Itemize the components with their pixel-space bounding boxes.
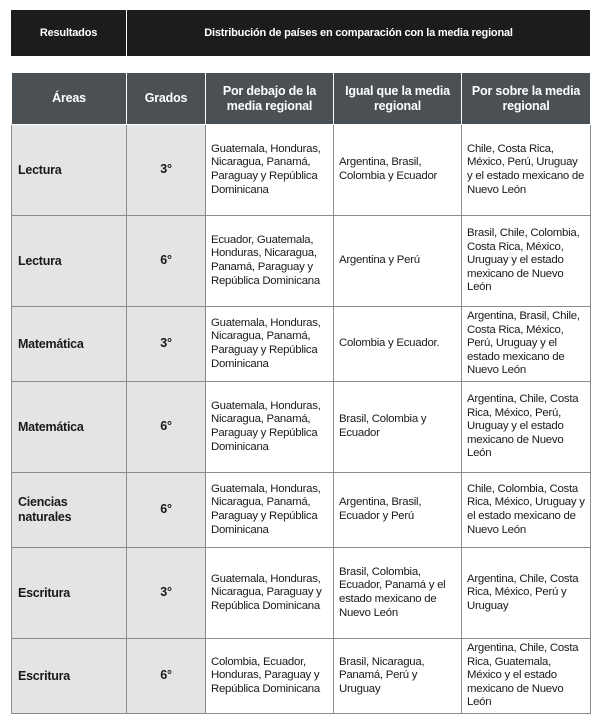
equal-cell: Brasil, Nicaragua, Panamá, Perú y Uruguay: [334, 639, 462, 714]
equal-cell: Colombia y Ecuador.: [334, 307, 462, 382]
grade-cell: 3°: [127, 125, 206, 216]
header-above-average: Por sobre la media regional: [462, 73, 591, 125]
below-cell: Guatemala, Honduras, Nicaragua, Panamá, Paraguay y República Dominicana: [206, 382, 334, 473]
grade-cell: 6°: [127, 216, 206, 307]
results-table: [11, 72, 591, 714]
above-cell: Argentina, Brasil, Chile, Costa Rica, México, Perú, Uruguay y el estado mexicano de Nuevo León: [462, 307, 591, 382]
grade-cell: 3°: [127, 307, 206, 382]
header-areas: Áreas: [12, 73, 127, 125]
header-grados: Grados: [127, 73, 206, 125]
area-cell: Matemática: [12, 307, 127, 382]
grade-cell: 6°: [127, 382, 206, 473]
below-cell: Guatemala, Honduras, Nicaragua, Paraguay y República Dominicana: [206, 548, 334, 639]
table-row: [12, 382, 591, 473]
results-title: Resultados: [11, 10, 127, 56]
above-cell: Chile, Colombia, Costa Rica, México, Uruguay y el estado mexicano de Nuevo León: [462, 473, 591, 548]
table-row: [12, 548, 591, 639]
above-cell: Argentina, Chile, Costa Rica, México, Perú, Uruguay y el estado mexicano de Nuevo León: [462, 382, 591, 473]
equal-cell: Argentina y Perú: [334, 216, 462, 307]
area-cell: Escritura: [12, 639, 127, 714]
below-cell: Guatemala, Honduras, Nicaragua, Panamá, Paraguay y República Dominicana: [206, 125, 334, 216]
header-equal-average: Igual que la media regional: [334, 73, 462, 125]
equal-cell: Argentina, Brasil, Ecuador y Perú: [334, 473, 462, 548]
area-cell: Lectura: [12, 216, 127, 307]
area-cell: Lectura: [12, 125, 127, 216]
table-row: [12, 216, 591, 307]
table-row: [12, 473, 591, 548]
table-row: [12, 125, 591, 216]
area-cell: Ciencias naturales: [12, 473, 127, 548]
table-row: [12, 307, 591, 382]
below-cell: Colombia, Ecuador, Honduras, Paraguay y República Dominicana: [206, 639, 334, 714]
below-cell: Ecuador, Guatemala, Honduras, Nicaragua, Panamá, Paraguay y República Dominicana: [206, 216, 334, 307]
above-cell: Argentina, Chile, Costa Rica, México, Perú y Uruguay: [462, 548, 591, 639]
area-cell: Escritura: [12, 548, 127, 639]
grade-cell: 6°: [127, 473, 206, 548]
grade-cell: 6°: [127, 639, 206, 714]
above-cell: Argentina, Chile, Costa Rica, Guatemala, México y el estado mexicano de Nuevo León: [462, 639, 591, 714]
title-bar: [11, 10, 590, 56]
table-row: [12, 639, 591, 714]
grade-cell: 3°: [127, 548, 206, 639]
below-cell: Guatemala, Honduras, Nicaragua, Panamá, Paraguay y República Dominicana: [206, 473, 334, 548]
below-cell: Guatemala, Honduras, Nicaragua, Panamá, Paraguay y República Dominicana: [206, 307, 334, 382]
header-below-average: Por debajo de la media regional: [206, 73, 334, 125]
equal-cell: Brasil, Colombia, Ecuador, Panamá y el estado mexicano de Nuevo León: [334, 548, 462, 639]
above-cell: Chile, Costa Rica, México, Perú, Uruguay y el estado mexicano de Nuevo León: [462, 125, 591, 216]
equal-cell: Argentina, Brasil, Colombia y Ecuador: [334, 125, 462, 216]
equal-cell: Brasil, Colombia y Ecuador: [334, 382, 462, 473]
distribution-title: Distribución de países en comparación con la media regional: [204, 27, 513, 39]
above-cell: Brasil, Chile, Colombia, Costa Rica, México, Uruguay y el estado mexicano de Nuevo León: [462, 216, 591, 307]
table-header-row: [12, 73, 591, 125]
area-cell: Matemática: [12, 382, 127, 473]
